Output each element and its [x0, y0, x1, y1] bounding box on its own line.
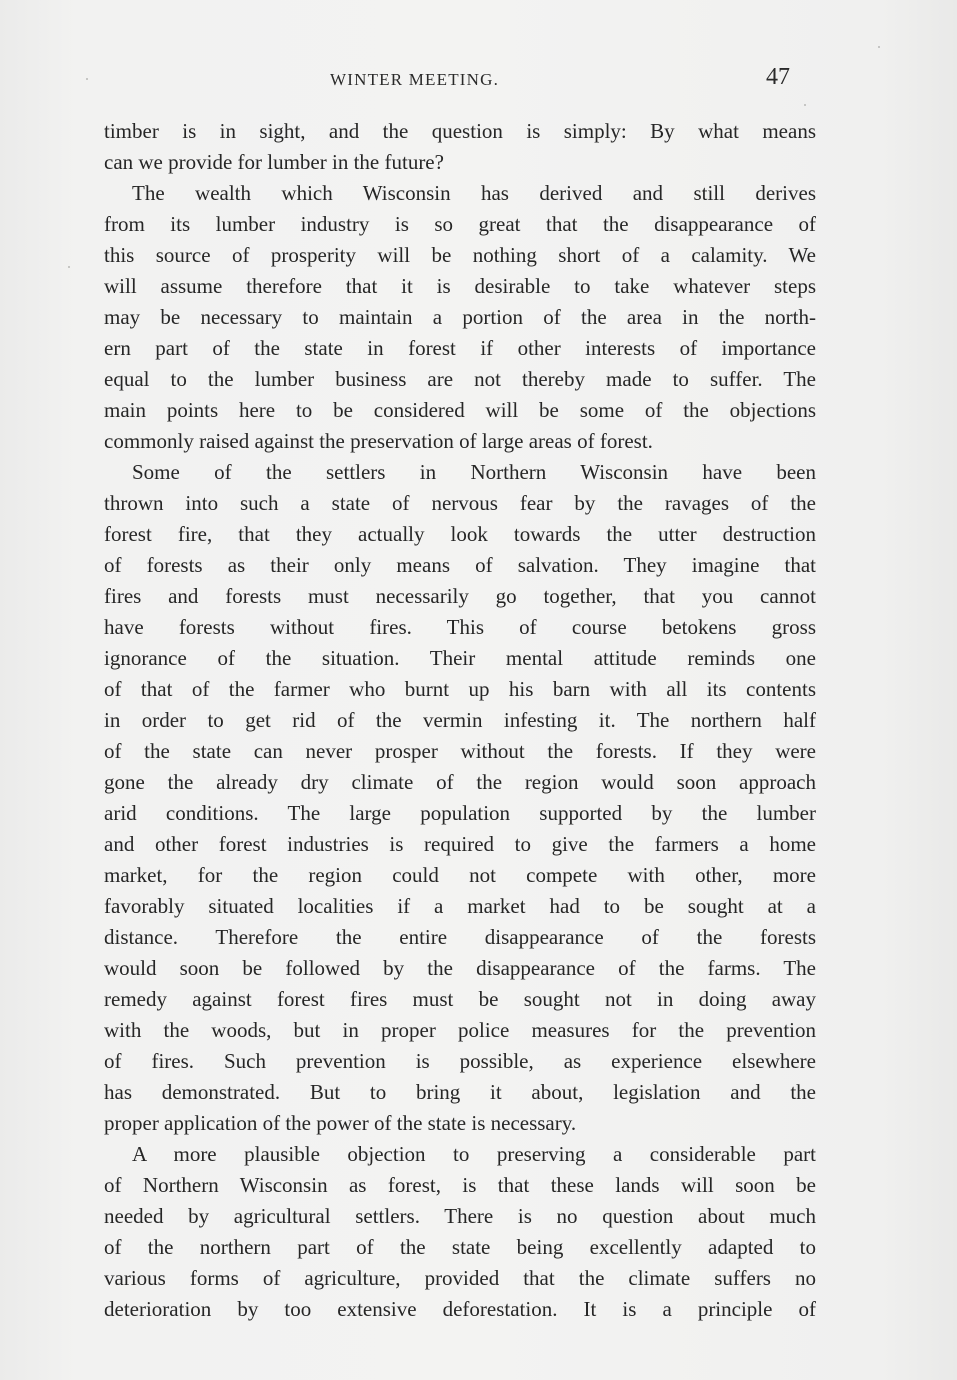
text-line: with the woods, but in proper police measures for the prevention	[104, 1018, 816, 1042]
text-line: equal to the lumber business are not thereby made to suffer. The	[104, 367, 816, 391]
text-line: has demonstrated. But to bring it about, legislation and the	[104, 1080, 816, 1104]
text-line: will assume therefore that it is desirable to take whatever steps	[104, 274, 816, 298]
text-line: deterioration by too extensive deforestation. It is a principle of	[104, 1297, 816, 1321]
text-line: of fires. Such prevention is possible, as experience elsewhere	[104, 1049, 816, 1073]
text-line: forest fire, that they actually look towards the utter destruction	[104, 522, 816, 546]
text-line: of that of the farmer who burnt up his barn with all its contents	[104, 677, 816, 701]
text-line: of Northern Wisconsin as forest, is that these lands will soon be	[104, 1173, 816, 1197]
paragraph-first-line: Some of the settlers in Northern Wisconsin have been	[132, 460, 816, 484]
paper-speck	[86, 78, 88, 80]
text-line: remedy against forest fires must be sought not in doing away	[104, 987, 816, 1011]
running-head: WINTER MEETING.	[330, 70, 500, 89]
page-number: 47	[766, 64, 790, 90]
text-line: proper application of the power of the state is necessary.	[104, 1111, 577, 1135]
text-line: of the northern part of the state being excellently adapted to	[104, 1235, 816, 1259]
text-line: from its lumber industry is so great that the disappearance of	[104, 212, 816, 236]
text-line: market, for the region could not compete with other, more	[104, 863, 816, 887]
text-line: of the state can never prosper without the forests. If they were	[104, 739, 816, 763]
text-line: main points here to be considered will be some of the objections	[104, 398, 816, 422]
text-line: may be necessary to maintain a portion of the area in the north-	[104, 305, 816, 329]
text-line: of forests as their only means of salvation. They imagine that	[104, 553, 816, 577]
paper-speck	[68, 266, 70, 268]
text-line: needed by agricultural settlers. There is no question about much	[104, 1204, 816, 1228]
text-line: would soon be followed by the disappearance of the farms. The	[104, 956, 816, 980]
text-line: gone the already dry climate of the region would soon approach	[104, 770, 816, 794]
text-line: and other forest industries is required to give the farmers a home	[104, 832, 816, 856]
text-line: various forms of agriculture, provided that the climate suffers no	[104, 1266, 816, 1290]
text-line: commonly raised against the preservation of large areas of forest.	[104, 429, 653, 453]
text-line: this source of prosperity will be nothing short of a calamity. We	[104, 243, 816, 267]
text-line: distance. Therefore the entire disappearance of the forests	[104, 925, 816, 949]
text-line: ern part of the state in forest if other interests of importance	[104, 336, 816, 360]
paragraph-first-line: The wealth which Wisconsin has derived and still derives	[132, 181, 816, 205]
text-line: ignorance of the situation. Their mental attitude reminds one	[104, 646, 816, 670]
page-header	[100, 64, 800, 100]
paper-speck	[878, 46, 880, 48]
text-line: have forests without fires. This of course betokens gross	[104, 615, 816, 639]
paragraph-first-line: A more plausible objection to preserving a considerable part	[132, 1142, 816, 1166]
text-line: arid conditions. The large population supported by the lumber	[104, 801, 816, 825]
body-text	[104, 116, 816, 1325]
paper-speck	[804, 104, 806, 106]
text-line: favorably situated localities if a market had to be sought at a	[104, 894, 816, 918]
text-line: in order to get rid of the vermin infesting it. The northern half	[104, 708, 816, 732]
text-line: fires and forests must necessarily go together, that you cannot	[104, 584, 816, 608]
text-line: can we provide for lumber in the future?	[104, 150, 444, 174]
text-line: thrown into such a state of nervous fear by the ravages of the	[104, 491, 816, 515]
text-line: timber is in sight, and the question is simply: By what means	[104, 119, 816, 143]
